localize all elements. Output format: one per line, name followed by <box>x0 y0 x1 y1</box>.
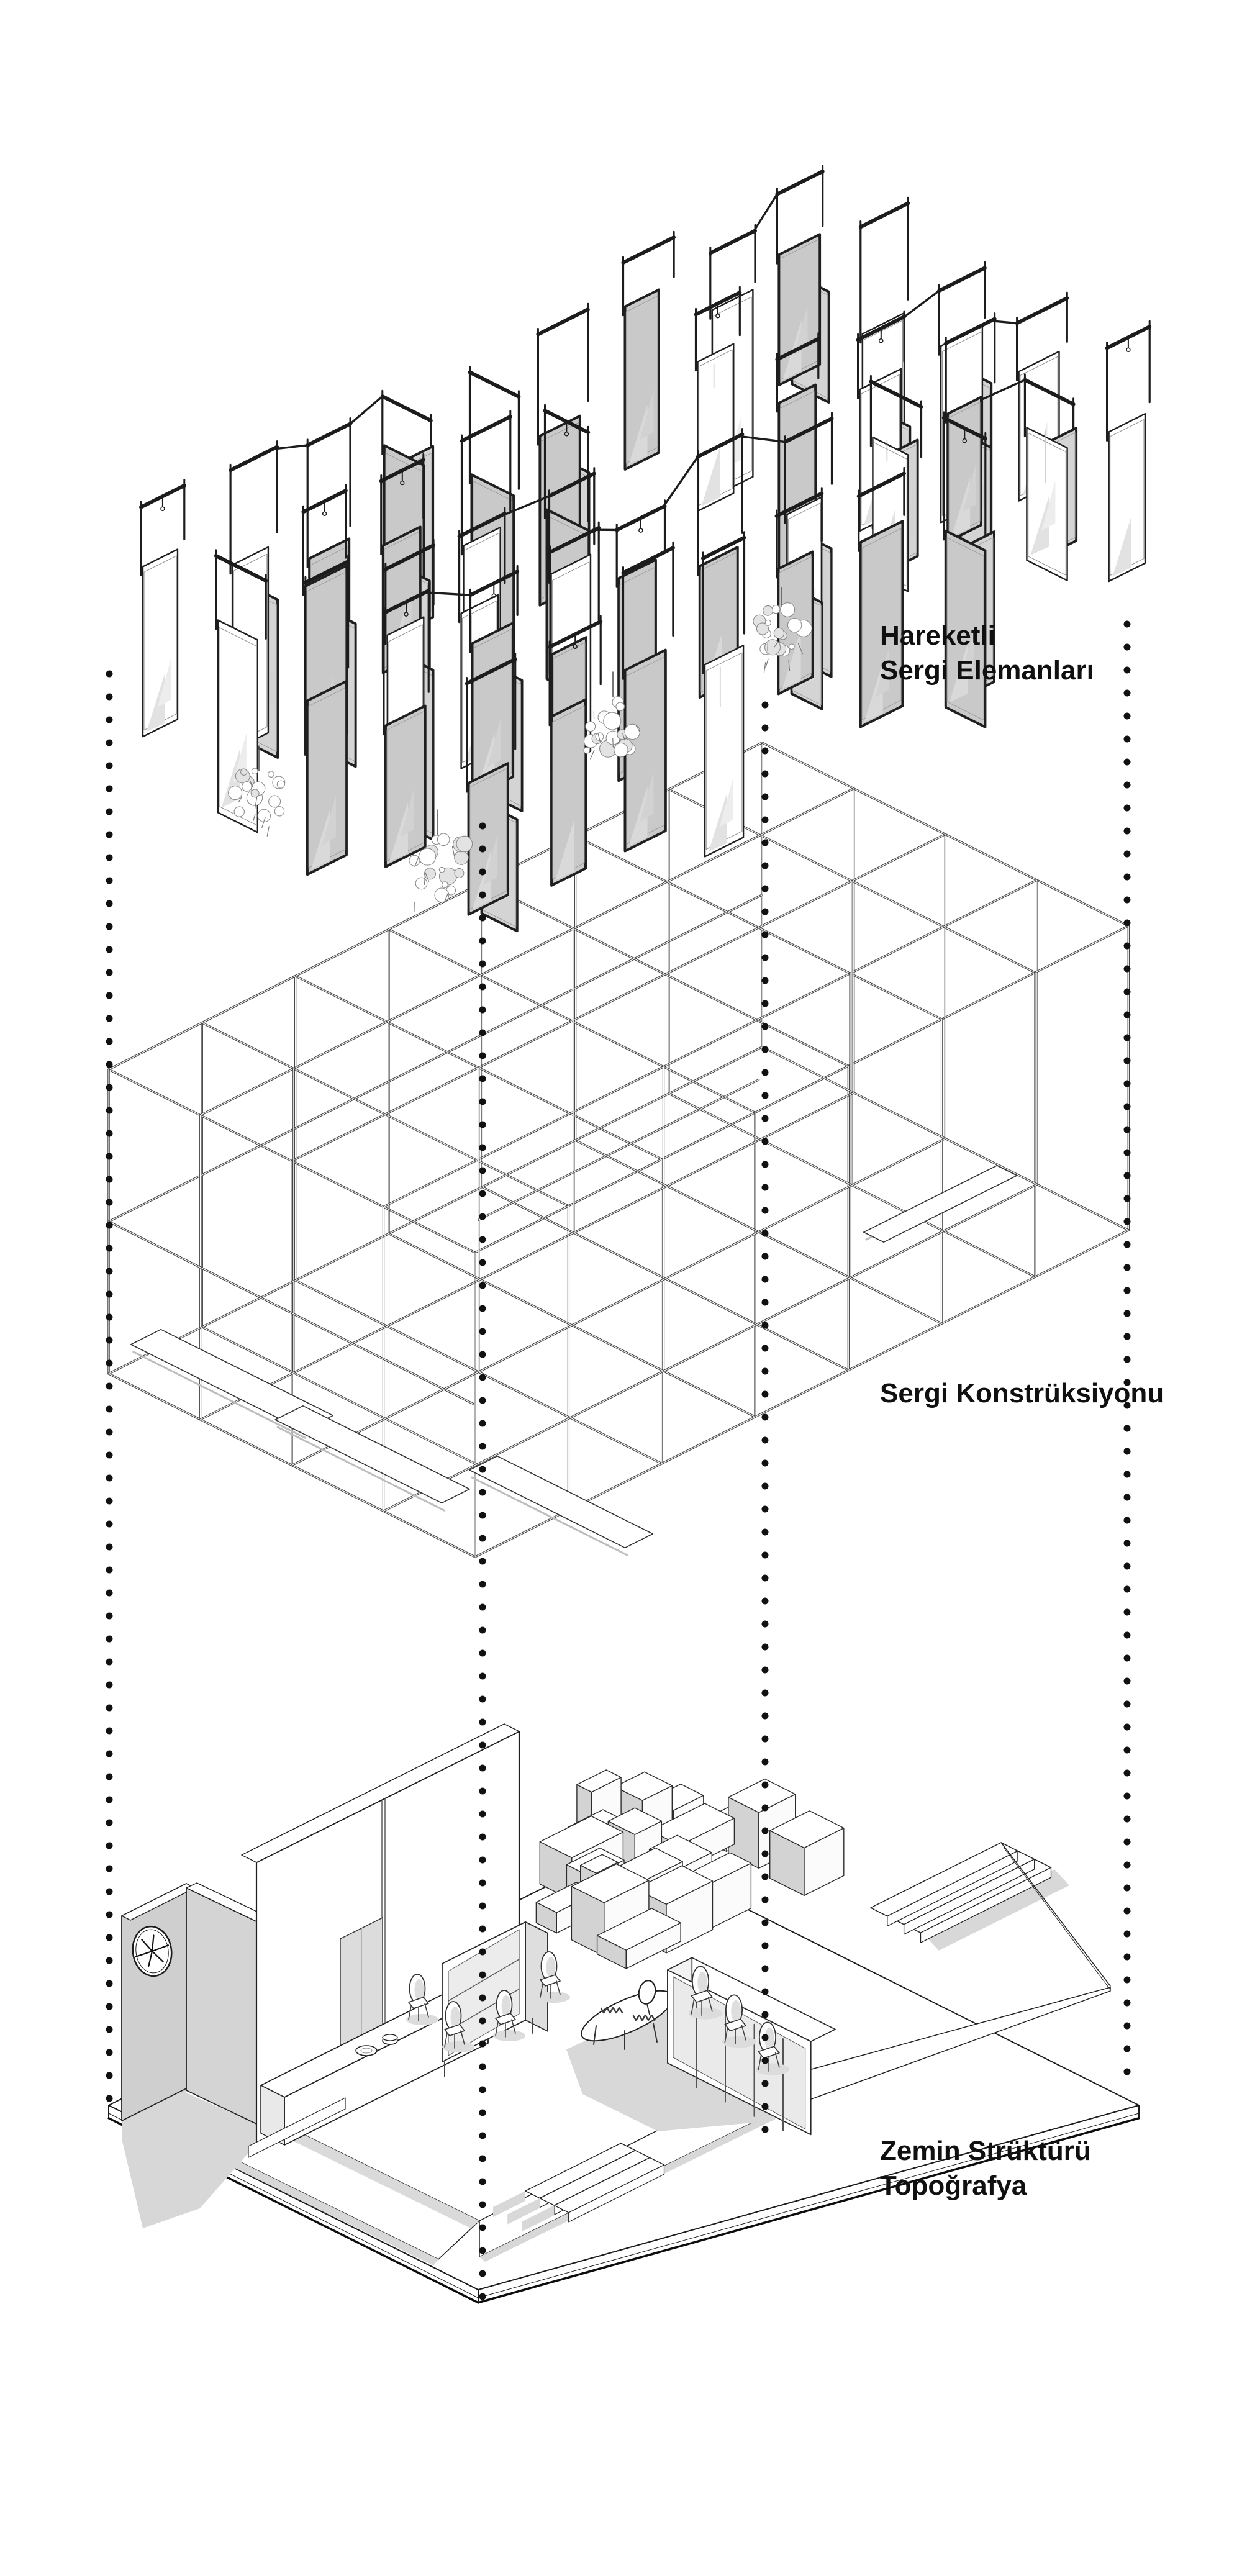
hanger-bar <box>777 171 822 194</box>
plant-leaf <box>613 738 614 747</box>
bowl-rim <box>383 2034 397 2041</box>
hook-ring <box>639 528 643 532</box>
return-wall-face <box>186 1888 256 2124</box>
hanger-rail <box>348 396 383 425</box>
connector-dotted-line-axis-west <box>106 671 113 2102</box>
plant-leaf <box>267 827 269 836</box>
shelf-plank <box>275 1406 469 1503</box>
frame-member-core <box>479 1080 759 1220</box>
hanger-bar <box>623 237 674 263</box>
shelf-plank <box>864 1166 1017 1242</box>
label-movable-elements-line2: Sergi Elemanları <box>880 655 1094 686</box>
frame-member-core <box>384 1184 1037 1511</box>
hanger-rail <box>275 445 308 449</box>
label-construction: Sergi Konstrüksiyonu <box>880 1378 1164 1408</box>
frame-member-core <box>201 789 854 1115</box>
hanger-bar <box>307 424 350 445</box>
hanger-bar <box>383 396 431 420</box>
exhibition-construction-layer <box>109 743 1128 1557</box>
hanger-bar <box>470 372 519 396</box>
dish <box>356 2046 377 2056</box>
hook-ring <box>1126 348 1130 351</box>
hanger-bar <box>861 203 909 227</box>
labels <box>880 620 1164 2201</box>
hanger-bar <box>1017 298 1067 323</box>
shelf-plank <box>469 1456 653 1548</box>
hanging-panel-unit <box>470 366 519 489</box>
terrace-edge <box>1004 1848 1110 1990</box>
hook-ring <box>323 512 327 515</box>
hanger-rail <box>663 456 698 508</box>
hanger-rail <box>992 321 1017 324</box>
terrace-edge <box>1001 1843 1110 1986</box>
label-ground-line1: Zemin Strüktürü <box>880 2136 1091 2166</box>
plant-leaf <box>766 659 768 668</box>
label-ground-line2: Topoğrafya <box>880 2170 1027 2201</box>
label-movable-elements-line1: Hareketli <box>880 620 995 651</box>
hanger-bar <box>538 309 587 334</box>
frame-member-core <box>292 834 945 1161</box>
hook-ring <box>161 507 165 510</box>
hanger-bar <box>710 230 755 253</box>
movable-exhibition-elements-layer <box>141 166 1149 931</box>
ground-structure-topography-layer <box>109 1724 1139 2303</box>
hanger-rail <box>753 194 777 233</box>
hanger-bar <box>939 268 985 291</box>
hanger-bar <box>230 447 277 471</box>
connector-dotted-line-axis-east <box>1124 621 1131 2075</box>
frame-member-core <box>292 1138 945 1465</box>
